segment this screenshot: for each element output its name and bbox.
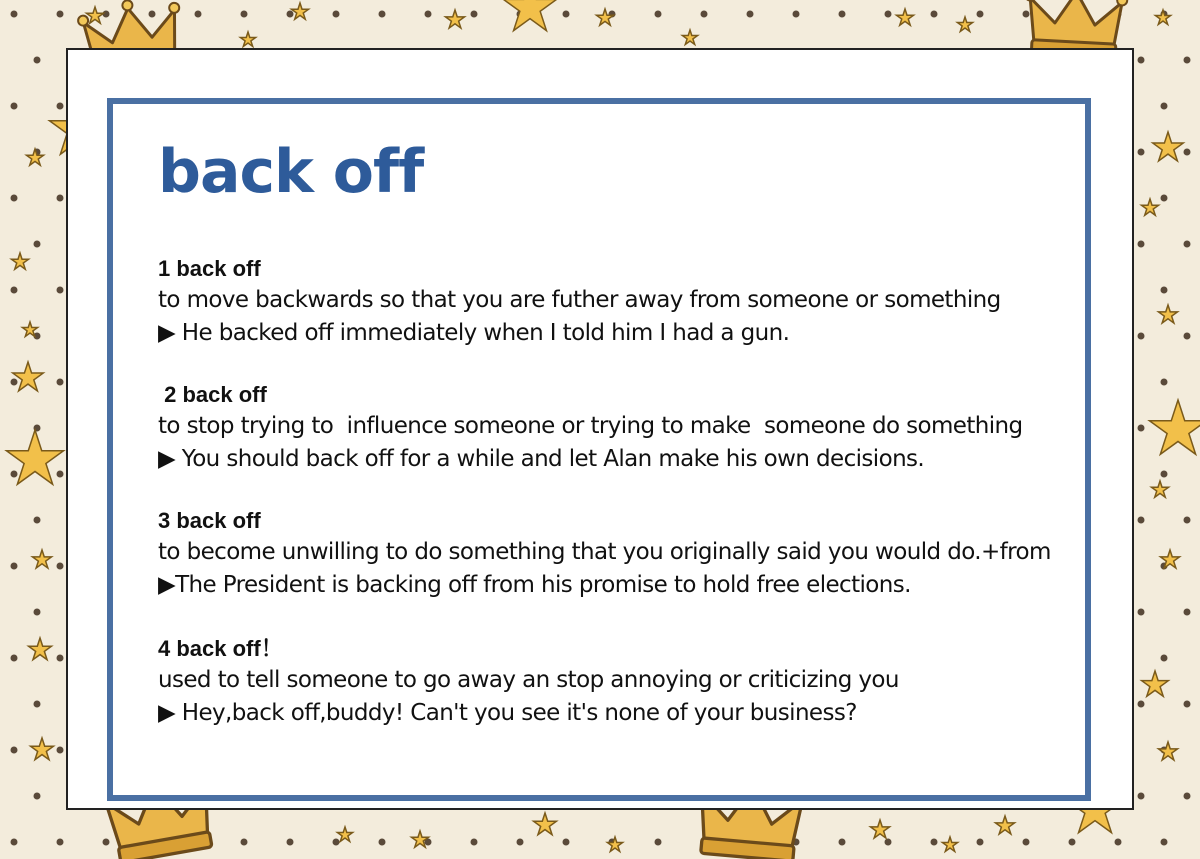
dot — [885, 839, 892, 846]
dot — [34, 57, 41, 64]
dot — [471, 11, 478, 18]
dot — [885, 11, 892, 18]
sense-definition: used to tell someone to go away an stop annoying or criticizing you — [158, 667, 899, 693]
dot — [34, 609, 41, 616]
dot — [1138, 57, 1145, 64]
dot — [747, 11, 754, 18]
sense-2 — [158, 380, 1023, 476]
sense-example — [158, 697, 899, 730]
example-text: You should back off for a while and let Alan make his own decisions. — [175, 446, 925, 472]
dot — [1184, 241, 1191, 248]
example-text: He backed off immediately when I told him I had a gun. — [175, 320, 790, 346]
dot — [1161, 655, 1168, 662]
dot — [1138, 241, 1145, 248]
dot — [11, 287, 18, 294]
dot — [655, 11, 662, 18]
dot — [1138, 149, 1145, 156]
dot — [34, 517, 41, 524]
dot — [11, 655, 18, 662]
dot — [195, 11, 202, 18]
sense-definition: to stop trying to influence someone or trying to make someone do something — [158, 413, 1023, 439]
dot — [471, 839, 478, 846]
dot — [1184, 57, 1191, 64]
dot — [11, 839, 18, 846]
dot — [57, 103, 64, 110]
sense-definition: to become unwilling to do something that you originally said you would do.+from — [158, 539, 1051, 565]
dot — [563, 11, 570, 18]
dot — [34, 793, 41, 800]
dot — [1069, 839, 1076, 846]
dot — [793, 11, 800, 18]
dot — [103, 839, 110, 846]
dot — [563, 839, 570, 846]
dot — [1138, 609, 1145, 616]
dot — [57, 379, 64, 386]
dot — [1138, 425, 1145, 432]
dot — [931, 839, 938, 846]
dot — [11, 747, 18, 754]
dot — [333, 839, 340, 846]
example-bullet-icon: ▶ — [158, 572, 176, 598]
sense-heading: 4 back off！ — [158, 636, 283, 661]
dot — [1184, 333, 1191, 340]
dot — [57, 471, 64, 478]
dot — [241, 839, 248, 846]
dot — [57, 11, 64, 18]
dot — [1138, 333, 1145, 340]
dot — [57, 287, 64, 294]
dot — [11, 11, 18, 18]
dot — [977, 11, 984, 18]
dot — [1023, 839, 1030, 846]
dot — [57, 655, 64, 662]
sense-example — [158, 443, 1023, 476]
dot — [1138, 793, 1145, 800]
dot — [655, 839, 662, 846]
sense-example — [158, 569, 1051, 602]
dot — [149, 11, 156, 18]
dot — [1023, 11, 1030, 18]
dot — [517, 839, 524, 846]
dot — [57, 195, 64, 202]
dot — [1184, 149, 1191, 156]
dot — [379, 11, 386, 18]
dot — [1161, 287, 1168, 294]
dot — [287, 11, 294, 18]
dot — [977, 839, 984, 846]
dot — [287, 839, 294, 846]
example-text: The President is backing off from his promise to hold free elections. — [175, 572, 911, 598]
dot — [241, 11, 248, 18]
page-title: back off — [158, 137, 424, 207]
sense-3 — [158, 506, 1051, 602]
example-bullet-icon: ▶ — [158, 446, 176, 472]
sense-heading: 2 back off — [158, 382, 267, 407]
dot — [1138, 701, 1145, 708]
dot — [11, 379, 18, 386]
sense-heading: 3 back off — [158, 508, 261, 533]
dot — [11, 103, 18, 110]
dot — [57, 563, 64, 570]
sense-1 — [158, 254, 1001, 350]
dot — [1184, 701, 1191, 708]
dot — [1161, 103, 1168, 110]
dot — [333, 11, 340, 18]
dot — [1184, 609, 1191, 616]
example-bullet-icon: ▶ — [158, 700, 176, 726]
dot — [34, 241, 41, 248]
dot — [839, 839, 846, 846]
dot — [425, 11, 432, 18]
dot — [1115, 839, 1122, 846]
example-text: Hey,back off,buddy! Can't you see it's none of your business? — [175, 700, 857, 726]
dot — [1138, 517, 1145, 524]
dot — [931, 11, 938, 18]
dot — [839, 11, 846, 18]
sense-definition: to move backwards so that you are futher away from someone or something — [158, 287, 1001, 313]
sense-4 — [158, 634, 899, 730]
dot — [701, 11, 708, 18]
dot — [1184, 793, 1191, 800]
dot — [11, 195, 18, 202]
dot — [34, 701, 41, 708]
example-bullet-icon: ▶ — [158, 320, 176, 346]
dot — [11, 563, 18, 570]
dot — [57, 747, 64, 754]
dot — [11, 471, 18, 478]
dot — [1184, 517, 1191, 524]
sense-example — [158, 317, 1001, 350]
sense-heading: 1 back off — [158, 256, 261, 281]
dot — [1161, 195, 1168, 202]
dot — [1161, 379, 1168, 386]
dot — [379, 839, 386, 846]
dot — [1161, 839, 1168, 846]
dot — [57, 839, 64, 846]
dot — [1161, 471, 1168, 478]
